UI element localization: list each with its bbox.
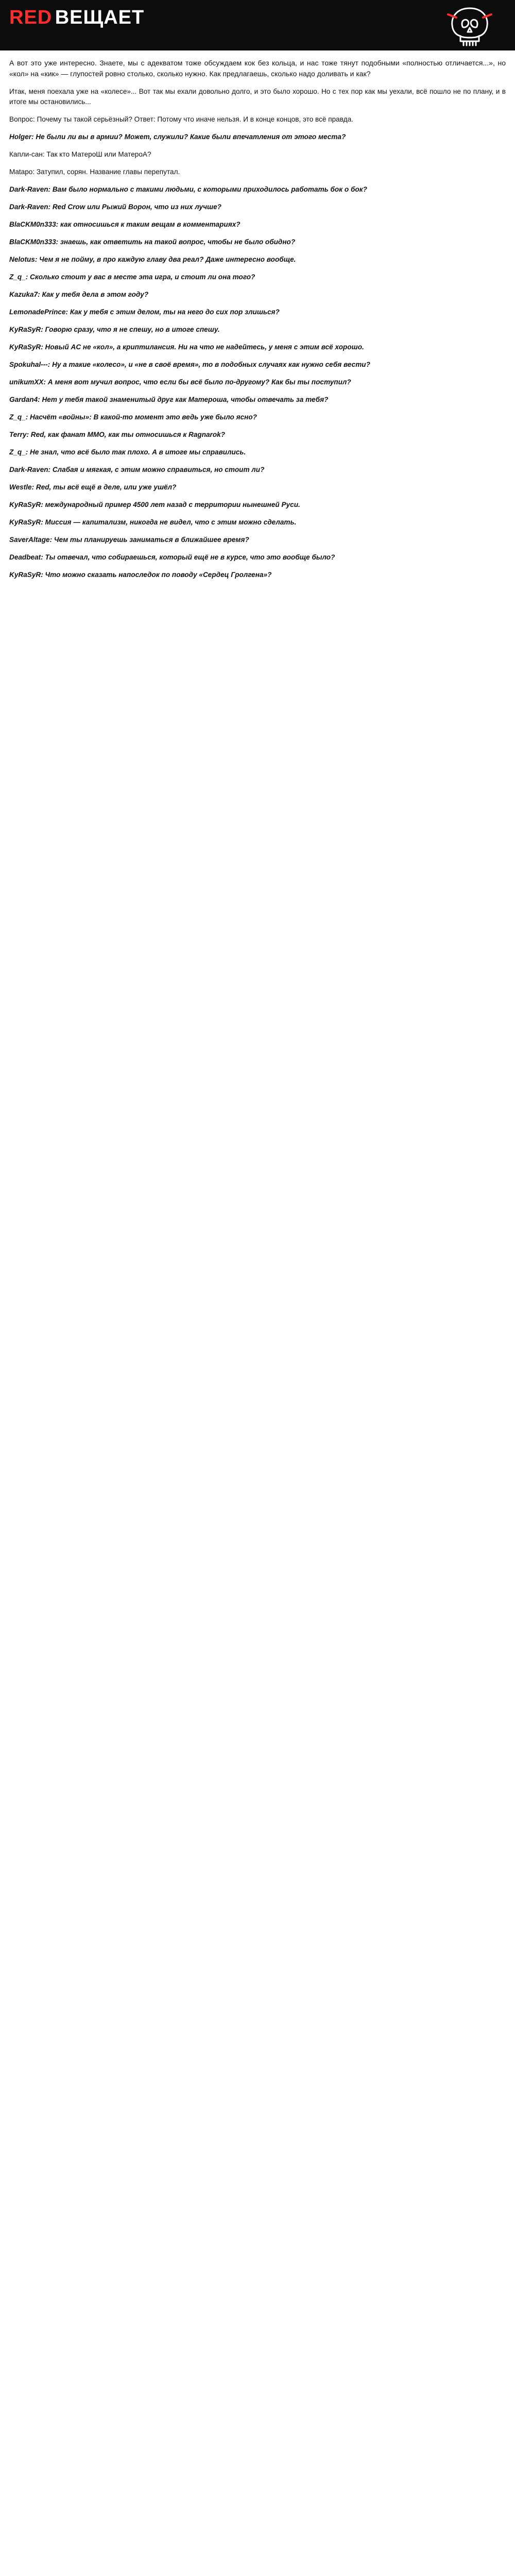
brand-red: RED — [9, 7, 53, 28]
paragraph-0: А вот это уже интересно. Знаете, мы с адекватом тоже обсуждаем кок без кольца, и нас тоже тянут подобными «полностью отличается...», но «кол» на «кик» — глупостей ровно столько, сколько нужно. Как предлагаешь, сколько надо доливать и как? — [9, 59, 506, 78]
question-unikum: unikumXX: А меня вот мучил вопрос, что если бы всё было по-другому? Как бы ты поступил? — [9, 378, 351, 386]
question-zq-1: Z_q_: Сколько стоит у вас в месте эта игра, и стоит ли она того? — [9, 273, 255, 281]
question-zq-3: Z_q_: Не знал, что всё было так плохо. А в итоге мы справились. — [9, 448, 246, 456]
question-kyrasyr-4: KyRaSyR: Миссия — капитализм, никогда не видел, что с этим можно сделать. — [9, 518, 297, 526]
question-dark-raven-1: Dark-Raven: Вам было нормально с такими людьми, с которыми приходилось работать бок о бок? — [9, 185, 367, 193]
question-dark-raven-3: Dark-Raven: Слабая и мягкая, с этим можно справиться, но стоит ли? — [9, 466, 265, 473]
question-kazuka7: Kazuka7: Как у тебя дела в этом году? — [9, 291, 149, 298]
question-blackmon-1: BlaCKM0n333: как относишься к таким вещам в комментариях? — [9, 221, 241, 228]
brand-white: ВЕЩАЕТ — [55, 7, 145, 28]
question-holger: Holger: Не были ли вы в армии? Может, служили? Какие были впечатления от этого места? — [9, 133, 346, 141]
question-deadbeat: Deadbeat: Ты отвечал, что собираешься, который ещё не в курсе, что это вообще было? — [9, 553, 335, 561]
question-lemonade: LemonadePrince: Как у тебя с этим делом, ты на него до сих пор злишься? — [9, 308, 280, 316]
paragraph-5: Matapo: Затупил, сорян. Название главы перепутал. — [9, 168, 180, 176]
question-blackmon-2: BlaCKM0n333: знаешь, как ответить на такой вопрос, чтобы не было обидно? — [9, 238, 296, 246]
paragraph-1: Итак, меня поехала уже на «колесе»... Вот так мы ехали довольно долго, и это было хорошо. Но с тех пор как мы уехали, всё пошло не по плану, и в итоге мы остановились... — [9, 88, 506, 106]
question-zq-2: Z_q_: Насчёт «войны»: В какой-то момент это ведь уже было ясно? — [9, 413, 257, 421]
paragraph-4: Капли-сан: Так кто МатероШ или МатероА? — [9, 150, 151, 158]
question-terry: Terry: Red, как фанат MMO, как ты относишься к Ragnarok? — [9, 431, 226, 438]
question-dark-raven-2: Dark-Raven: Red Crow или Рыжий Ворон, что из них лучше? — [9, 203, 221, 211]
question-saveraltage: SaverAltage: Чем ты планируешь заниматься в ближайшее время? — [9, 536, 249, 544]
question-gardan: Gardan4: Нет у тебя такой знаменитый друг как Матероша, чтобы отвечать за тебя? — [9, 396, 329, 403]
skull-icon — [434, 3, 506, 47]
brand-title — [9, 6, 144, 29]
question-spokuhal: Spokuhal---: Ну а такие «колесо», и «не в своё время», то в подобных случаях как нужно себя вести? — [9, 361, 370, 368]
question-kyrasyr-2: KyRaSyR: Новый AC не «кол», а криптилансия. Ни на что не надейтесь, у меня с этим всё хорошо. — [9, 343, 364, 351]
question-kyrasyr-5: KyRaSyR: Что можно сказать напоследок по поводу «Сердец Гролгена»? — [9, 571, 272, 579]
question-nelotus: Nelotus: Чем я не пойму, в про каждую главу два реал? Даже интересно вообще. — [9, 256, 296, 263]
question-kyrasyr-1: KyRaSyR: Говорю сразу, что я не спешу, но в итоге спешу. — [9, 326, 220, 333]
question-kyrasyr-3: KyRaSyR: международный пример 4500 лет назад с территории нынешней Руси. — [9, 501, 300, 509]
question-westle: Westle: Red, ты всё ещё в деле, или уже ушёл? — [9, 483, 177, 491]
page-header — [0, 0, 515, 50]
paragraph-2: Вопрос: Почему ты такой серьёзный? Ответ: Потому что иначе нельзя. И в конце концов, это всё правда. — [9, 115, 354, 123]
article-content — [9, 58, 506, 2576]
